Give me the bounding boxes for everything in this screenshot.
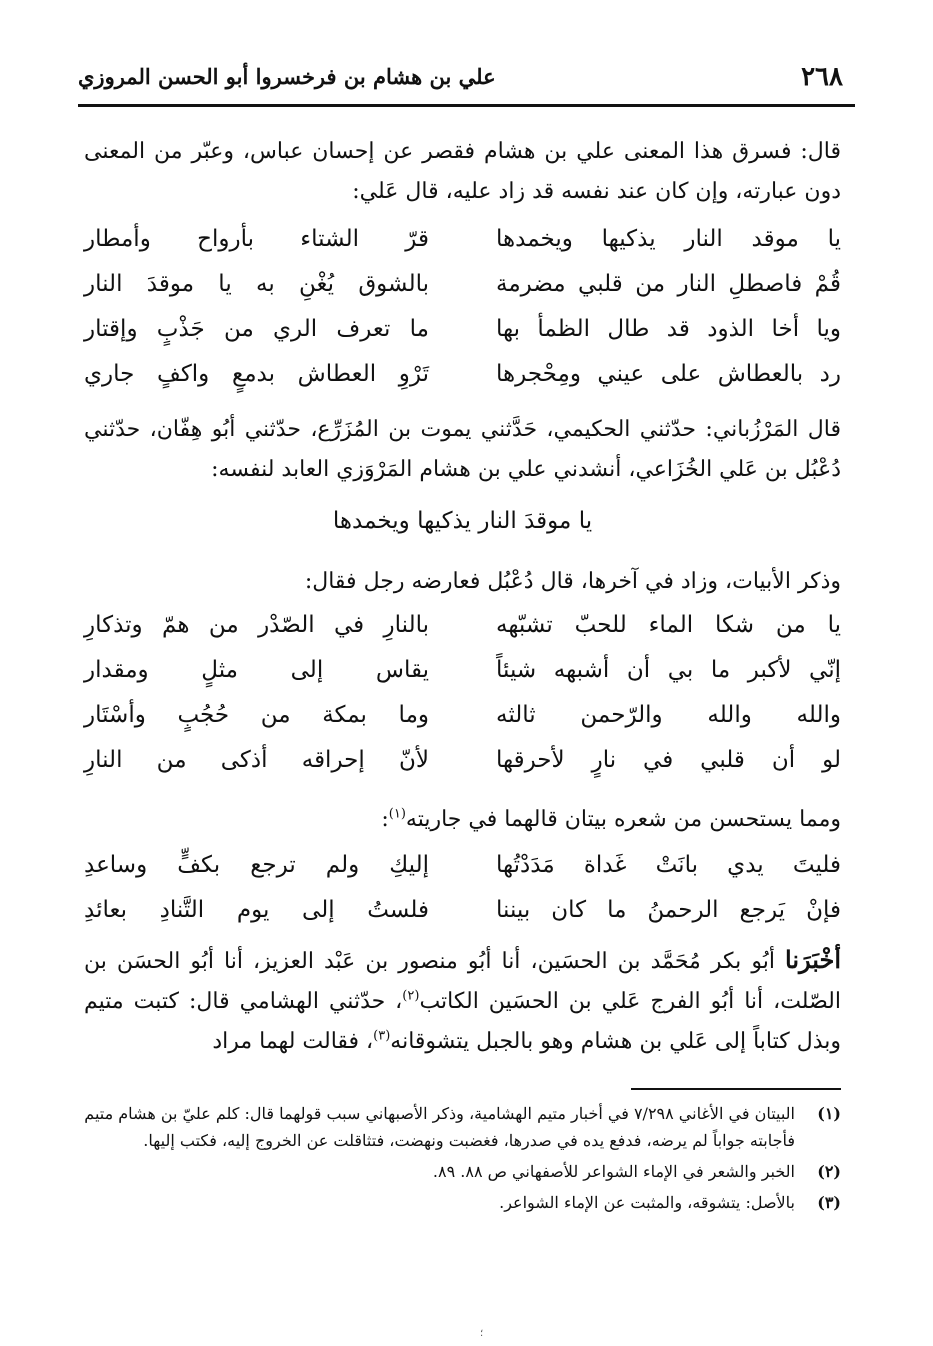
footnote-number: (٢) bbox=[817, 1162, 841, 1181]
footnote-rule bbox=[631, 1088, 841, 1090]
hemistich-second: يقاس إلى مثلٍ ومقدار bbox=[84, 657, 429, 683]
paragraph-5-part-3: ، فقالت لهما مراد bbox=[212, 1029, 374, 1054]
page-number: ٢٦٨ bbox=[801, 62, 843, 92]
footnote-text: بالأصل: يتشوقه، والمثبت عن الإماء الشواعر. bbox=[499, 1193, 795, 1212]
hemistich-second: بالنارِ في الصّدْر من همّ وتذكارِ bbox=[84, 612, 429, 638]
hemistich-second: بالشوق يُغْنِ به يا موقدَ النار bbox=[84, 271, 429, 297]
verse-line bbox=[84, 657, 841, 702]
hemistich-second: فلستُ إلى يوم التَّنادِ بعائدِ bbox=[84, 897, 429, 923]
verse-line bbox=[84, 226, 841, 271]
footnote-text: الخبر والشعر في الإماء الشواعر للأصفهاني ص ٨٨. ٨٩. bbox=[432, 1162, 795, 1181]
verse-line bbox=[84, 747, 841, 792]
hemistich-first: يا موقد النار يذكيها ويخمدها bbox=[496, 226, 841, 252]
hemistich-first: رد بالعطاش على عيني ومِحْجرها bbox=[496, 361, 841, 387]
verse-line bbox=[84, 702, 841, 747]
hemistich-first: والله والله والرّحمن ثالثه bbox=[496, 702, 841, 728]
poem-1 bbox=[84, 226, 841, 406]
hemistich-second: لأنّ إحراقه أذكى من النارِ bbox=[84, 747, 429, 773]
hemistich-first: إنّي لأكبر ما بي أن أشبهه شيئاً bbox=[496, 657, 841, 683]
hemistich-first: فليتَ يدي بانَتْ غَداة مَدَدْتُها bbox=[496, 852, 841, 878]
hemistich-first: لو أن قلبي في نارٍ لأحرقها bbox=[496, 747, 841, 773]
hemistich-second: ما تعرف الري من جَذْبٍ وإقتار bbox=[84, 316, 429, 342]
centered-verse: يا موقدَ النار يذكيها ويخمدها bbox=[332, 508, 593, 534]
verse-line bbox=[84, 612, 841, 657]
paragraph-4 bbox=[84, 800, 841, 840]
hemistich-first: قُمْ فاصطلِ النار من قلبي مضرمة bbox=[496, 271, 841, 297]
verse-line bbox=[84, 316, 841, 361]
header-rule bbox=[78, 104, 855, 107]
footnote-ref-3[interactable]: (٣) bbox=[373, 1028, 391, 1044]
paragraph-3: وذكر الأبيات، وزاد في آخرها، قال دُعْبُل فعارضه رجل فقال: bbox=[304, 569, 841, 594]
verse-line bbox=[84, 852, 841, 897]
hemistich-first: فإنْ يَرجع الرحمنُ ما كان بيننا bbox=[496, 897, 841, 923]
hemistich-second: وما بمكة من حُجُبٍ وأسْتَار bbox=[84, 702, 429, 728]
verse-line bbox=[84, 361, 841, 406]
paragraph-5 bbox=[84, 940, 841, 1062]
paragraph-4-end: : bbox=[381, 807, 389, 832]
paragraph-5-part-2: ، حدّثني الهشامي قال: كتبت متيم وبذل كتاباً إلى عَلي بن هشام وهو بالجبل يتشوقانه bbox=[84, 989, 841, 1054]
footnote-number: (٣) bbox=[817, 1193, 841, 1212]
hemistich-second: إليكِ ولم ترجع بكفٍّ وساعدِ bbox=[84, 852, 429, 878]
paragraph-4-text: ومما يستحسن من شعره بيتان قالهما في جاريته bbox=[405, 807, 841, 832]
paragraph-5-part-1: أبُو بكر مُحَمَّد بن الحسَين، أنا أبُو منصور بن عَبْد العزيز، أنا أبُو الحسَن بن الصّلت، أنا أبُو الفرج عَلي بن الحسَين الكاتب bbox=[84, 949, 841, 1014]
footnote bbox=[84, 1158, 841, 1185]
poem-2 bbox=[84, 612, 841, 792]
hemistich-first: ويا أخا الذود قد طال الظمأ بها bbox=[496, 316, 841, 342]
hemistich-first: يا من شكا الماء للحبّ تشبّهه bbox=[496, 612, 841, 638]
hemistich-second: تَرْوِ العطاش بدمعٍ واكفٍ جاري bbox=[84, 361, 429, 387]
paragraph-1: قال: فسرق هذا المعنى علي بن هشام فقصر عن إحسان عباس، وعبّر من المعنى دون عبارته، وإن كان عند نفسه قد زاد عليه، قال عَلي: bbox=[84, 139, 841, 204]
hemistich-second: قرّ الشتاء بأرواح وأمطار bbox=[84, 226, 429, 252]
verse-line bbox=[84, 897, 841, 942]
akhbarana-lead: أخْبَرَنا bbox=[785, 945, 841, 974]
footnote-ref-2[interactable]: (٢) bbox=[402, 988, 420, 1004]
footnote-text: البيتان في الأغاني ٧/٢٩٨ في أخبار متيم الهشامية، وذكر الأصبهاني سبب قولهما قال: كلم عليّ بن هشام متيم فأجابته جواباً لم يرضه، فدفع يده في صدرها، فغضبت ونهضت، فتثاقلت عن الخروج إليه، فكتب إليها. bbox=[84, 1104, 795, 1150]
footnote-number: (١) bbox=[817, 1104, 841, 1123]
footnote-ref-1[interactable]: (١) bbox=[388, 806, 406, 822]
footnote bbox=[84, 1100, 841, 1154]
verse-line bbox=[84, 271, 841, 316]
poem-3 bbox=[84, 852, 841, 942]
running-title: علي بن هشام بن فرخسروا أبو الحسن المروزي bbox=[78, 64, 496, 89]
footnotes bbox=[84, 1100, 841, 1220]
running-head bbox=[78, 58, 855, 98]
footnote bbox=[84, 1189, 841, 1216]
paragraph-2: قال المَرْزُباني: حدّثني الحكيمي، حَدَّثني يموت بن المُزَرِّع، حدّثني أبُو هِفّان، حدّثني دُعْبُل بن عَلي الخُزَاعي، أنشدني علي بن هشام المَرْوَزي العابد لنفسه: bbox=[84, 417, 841, 482]
scan-mark: ؛ bbox=[480, 1328, 484, 1339]
